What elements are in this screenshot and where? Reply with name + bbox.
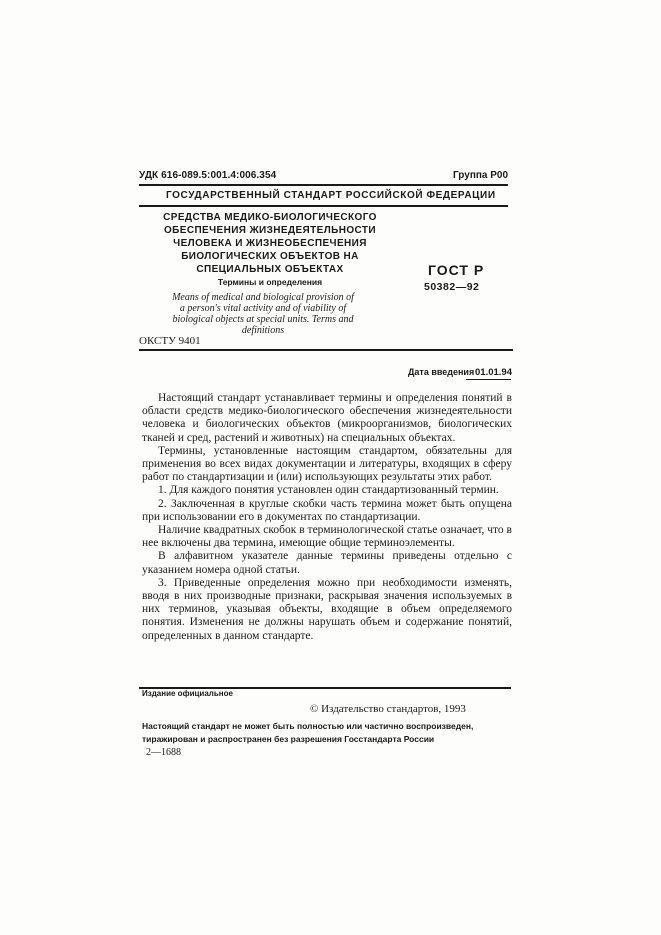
heading-rule [139,205,508,207]
document-title [160,211,380,276]
date-underline [466,379,511,380]
english-title-line: biological objects at special units. Terms and [172,314,354,325]
english-title-line: definitions [241,325,285,336]
effective-date-value: 01.01.94 [475,367,512,378]
udk-code: УДК 616-089.5:001.4:006.354 [139,170,277,181]
group-code: Группа Р00 [453,170,509,181]
reprint-line: тиражирован и распространен без разрешения Госстандарта России [142,734,435,744]
effective-date-label: Дата введения [408,367,475,377]
okstu-rule [139,349,513,351]
body-paragraph: 3. Приведенные определения можно при необходимости изменять, вводя в них производные признаки, раскрывая значения используемых в них терминов, указывая объекты, входящие в объем определяемого понятия. Изменения не должны нарушать объем и содержание понятий, определенных в данном стандарте. [142,576,512,642]
top-rule [139,184,508,186]
english-title-line: Means of medical and biological provision of [172,292,354,303]
title-line: СРЕДСТВА МЕДИКО-БИОЛОГИЧЕСКОГО [163,212,377,223]
body-paragraph: 2. Заключенная в круглые скобки часть термина может быть опущена при использовании его в документах по стандартизации. [142,497,512,523]
body-paragraph: Настоящий стандарт устанавливает термины и определения понятий в области средств медико-биологического обеспечения жизнедеятельности человека и биологических объектов (микроорганизмов, биологических тканей и сред, растений и животных) на специальных объектах. [142,392,512,444]
okstu-code: ОКСТУ 9401 [139,335,201,347]
reprint-line: Настоящий стандарт не может быть полностью или частично воспроизведен, [142,721,474,731]
title-line: СПЕЦИАЛЬНЫХ ОБЪЕКТАХ [196,264,344,275]
gost-number: 50382—92 [424,281,480,293]
body-paragraph: Наличие квадратных скобок в терминологической статье означает, что в нее включены два термина, имеющие общие терминоэлементы. [142,524,512,550]
title-line: ЧЕЛОВЕКА И ЖИЗНЕОБЕСПЕЧЕНИЯ [173,238,367,249]
body-paragraph: В алфавитном указателе данные термины приведены отдельно с указанием номера одной статьи. [142,550,512,576]
print-order-number: 2—1688 [146,747,181,758]
english-title [152,292,374,336]
official-edition-label: Издание официальное [142,689,233,698]
body-paragraph: 1. Для каждого понятия установлен один стандартизованный термин. [158,484,499,497]
standard-org-heading: ГОСУДАРСТВЕННЫЙ СТАНДАРТ РОССИЙСКОЙ ФЕДЕРАЦИИ [166,190,496,201]
gost-label: ГОСТ Р [428,262,485,278]
english-title-line: a person's vital activity and of viability of [179,303,347,314]
title-line: ОБЕСПЕЧЕНИЯ ЖИЗНЕДЕЯТЕЛЬНОСТИ [163,225,376,236]
body-text [142,392,512,643]
reprint-notice [142,720,514,746]
body-paragraph: Термины, установленные настоящим стандартом, обязательны для применения во всех видах документации и литературы, входящих в сферу работ по стандартизации и (или) использующих результаты этих работ. [142,444,512,484]
copyright-notice: © Издательство стандартов, 1993 [310,703,466,715]
title-subtitle: Термины и определения [217,277,323,287]
title-line: БИОЛОГИЧЕСКИХ ОБЪЕКТОВ НА [181,251,359,262]
